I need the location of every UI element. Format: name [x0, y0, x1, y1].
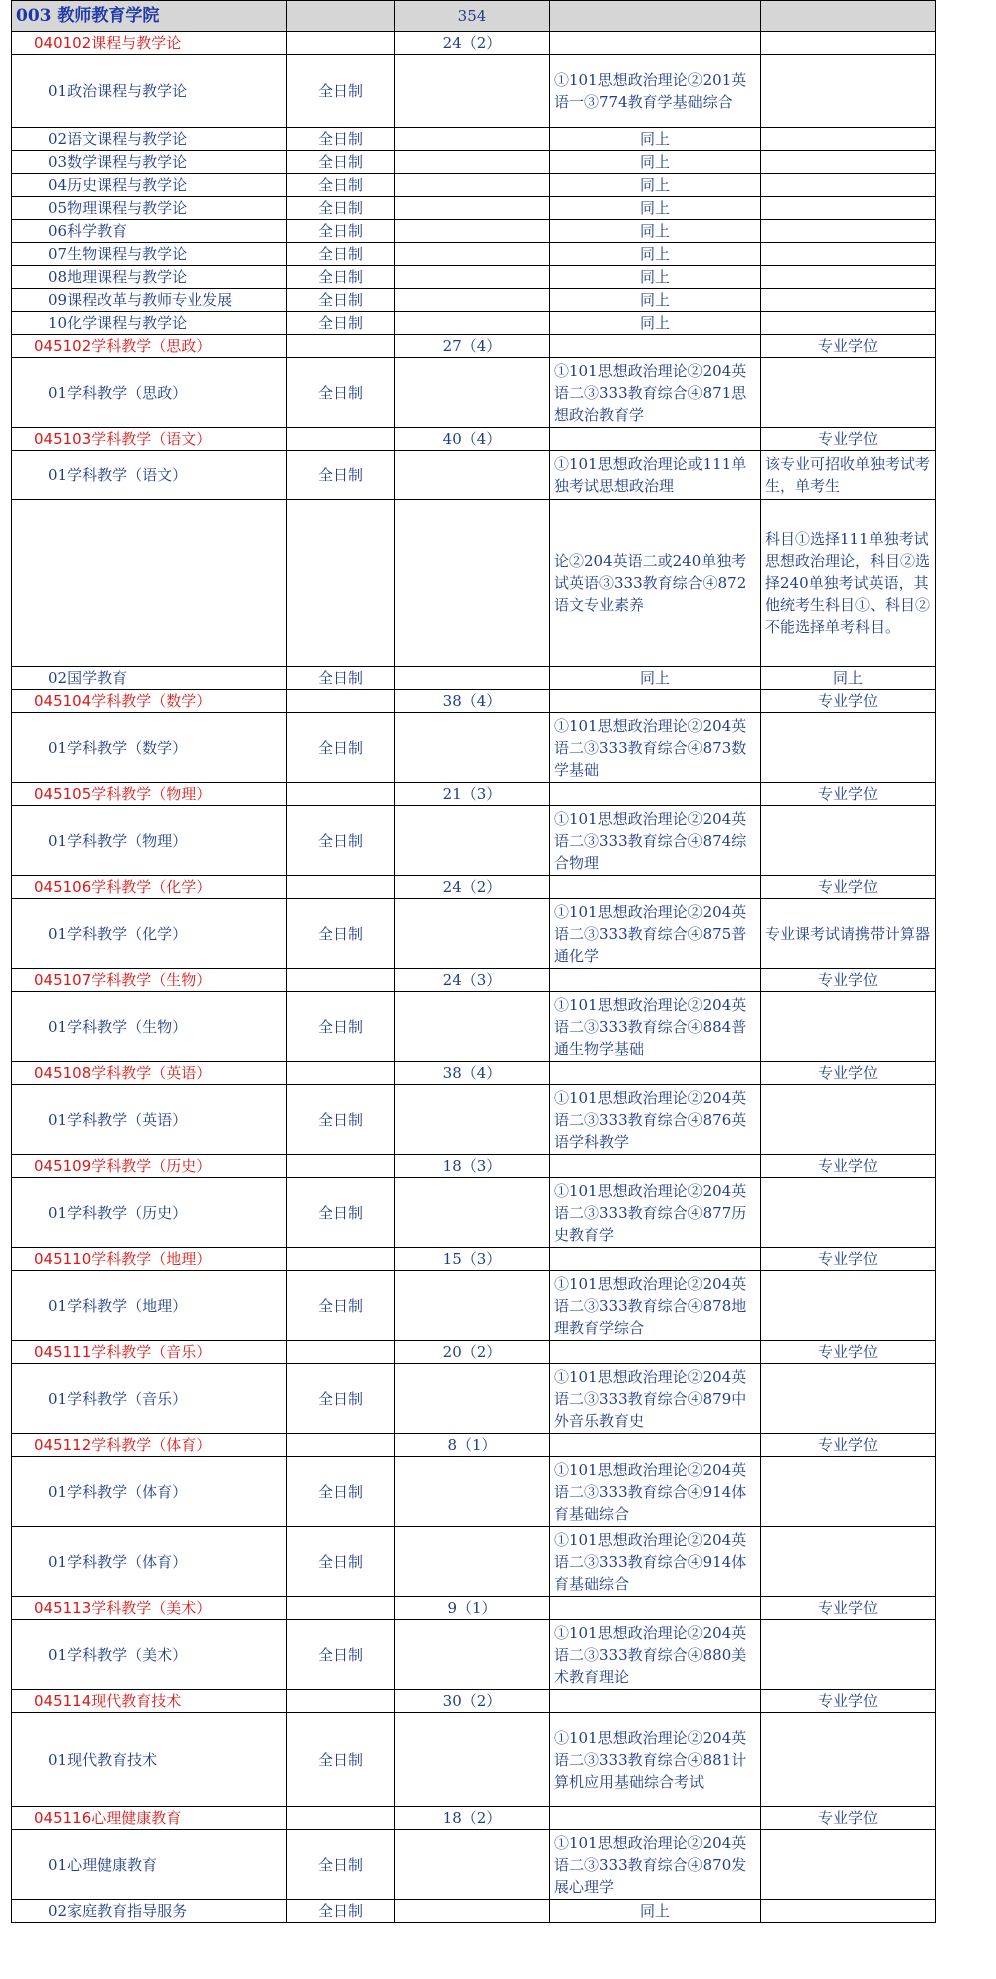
direction-note	[761, 1830, 936, 1900]
direction-name-cell	[12, 667, 287, 690]
major-count: 40（4）	[395, 428, 550, 451]
direction-row	[12, 1364, 936, 1434]
direction-name: 06科学教育	[48, 222, 128, 240]
exam-subjects: ①101思想政治理论②204英语二③333教育综合④876英语学科教学	[550, 1085, 761, 1155]
major-code-name: 045111学科教学（音乐）	[12, 1341, 287, 1364]
study-mode: 全日制	[287, 1085, 395, 1155]
major-row	[12, 690, 936, 713]
direction-name-cell	[12, 1271, 287, 1341]
direction-name: 01学科教学（体育）	[48, 1482, 188, 1501]
direction-count-cell	[395, 713, 550, 783]
major-row	[12, 1690, 936, 1713]
direction-count-cell	[395, 806, 550, 876]
direction-count-cell	[395, 1900, 550, 1923]
study-mode: 全日制	[287, 220, 395, 243]
direction-name: 01学科教学（地理）	[48, 1296, 188, 1315]
direction-note	[761, 358, 936, 428]
exam-subjects: 同上	[550, 289, 761, 312]
direction-name: 01学科教学（生物）	[48, 1017, 188, 1036]
exam-subjects: 同上	[550, 151, 761, 174]
major-row	[12, 1341, 936, 1364]
direction-name: 09课程改革与教师专业发展	[48, 291, 233, 309]
direction-name-cell	[12, 1085, 287, 1155]
major-row	[12, 1434, 936, 1457]
major-code-name: 045113学科教学（美术）	[12, 1597, 287, 1620]
direction-note	[761, 1620, 936, 1690]
major-count: 9（1）	[395, 1597, 550, 1620]
major-code-name: 045104学科教学（数学）	[12, 690, 287, 713]
exam-subjects: ①101思想政治理论②204英语二③333教育综合④878地理教育学综合	[550, 1271, 761, 1341]
study-mode: 全日制	[287, 992, 395, 1062]
major-code-name: 045110学科教学（地理）	[12, 1248, 287, 1271]
direction-name: 01学科教学（历史）	[48, 1203, 188, 1222]
major-row	[12, 969, 936, 992]
major-code-name: 045109学科教学（历史）	[12, 1155, 287, 1178]
direction-name-cell	[12, 243, 287, 266]
direction-name-cell	[12, 1527, 287, 1597]
direction-row	[12, 1085, 936, 1155]
direction-name: 01学科教学（思政）	[48, 383, 188, 402]
study-mode: 全日制	[287, 289, 395, 312]
direction-note	[761, 151, 936, 174]
major-count: 8（1）	[395, 1434, 550, 1457]
direction-row	[12, 713, 936, 783]
college-row	[12, 1, 936, 32]
direction-count-cell	[395, 500, 550, 667]
direction-row	[12, 197, 936, 220]
direction-count-cell	[395, 1457, 550, 1527]
major-mode-cell	[287, 1597, 395, 1620]
major-row	[12, 1807, 936, 1830]
direction-row	[12, 128, 936, 151]
major-exam-cell	[550, 1807, 761, 1830]
study-mode: 全日制	[287, 1457, 395, 1527]
direction-note	[761, 806, 936, 876]
direction-name-cell	[12, 451, 287, 500]
major-row	[12, 1155, 936, 1178]
direction-note	[761, 1713, 936, 1807]
direction-note	[761, 1527, 936, 1597]
direction-count-cell	[395, 1085, 550, 1155]
study-mode: 全日制	[287, 266, 395, 289]
major-code-name: 045107学科教学（生物）	[12, 969, 287, 992]
exam-subjects: ①101思想政治理论②204英语二③333教育综合④880美术教育理论	[550, 1620, 761, 1690]
major-mode-cell	[287, 1341, 395, 1364]
direction-note	[761, 243, 936, 266]
major-count: 27（4）	[395, 335, 550, 358]
direction-count-cell	[395, 1178, 550, 1248]
major-note: 专业学位	[761, 335, 936, 358]
direction-note	[761, 713, 936, 783]
major-note: 专业学位	[761, 876, 936, 899]
major-count: 24（2）	[395, 32, 550, 55]
major-exam-cell	[550, 1690, 761, 1713]
direction-name-cell	[12, 289, 287, 312]
direction-name-cell	[12, 992, 287, 1062]
direction-name: 02国学教育	[48, 669, 128, 687]
major-mode-cell	[287, 690, 395, 713]
study-mode: 全日制	[287, 1830, 395, 1900]
direction-count-cell	[395, 1620, 550, 1690]
direction-count-cell	[395, 128, 550, 151]
major-row	[12, 32, 936, 55]
major-count: 38（4）	[395, 1062, 550, 1085]
study-mode	[287, 500, 395, 667]
major-note: 专业学位	[761, 428, 936, 451]
direction-name-cell	[12, 500, 287, 667]
major-note: 专业学位	[761, 1248, 936, 1271]
college-count: 354	[395, 1, 550, 32]
direction-row	[12, 1620, 936, 1690]
direction-count-cell	[395, 312, 550, 335]
direction-name: 02语文课程与教学论	[48, 130, 188, 148]
direction-note: 同上	[761, 667, 936, 690]
direction-note	[761, 1085, 936, 1155]
major-mode-cell	[287, 783, 395, 806]
direction-row	[12, 266, 936, 289]
direction-name-cell	[12, 266, 287, 289]
major-mode-cell	[287, 876, 395, 899]
major-mode-cell	[287, 1690, 395, 1713]
direction-name: 01学科教学（音乐）	[48, 1389, 188, 1408]
direction-name-cell	[12, 1830, 287, 1900]
direction-name-cell	[12, 1178, 287, 1248]
college-name: 003 教师教育学院	[12, 1, 287, 32]
direction-note	[761, 289, 936, 312]
exam-subjects: 同上	[550, 197, 761, 220]
major-note: 专业学位	[761, 1690, 936, 1713]
direction-name-cell	[12, 174, 287, 197]
exam-subjects: 同上	[550, 1900, 761, 1923]
study-mode: 全日制	[287, 1271, 395, 1341]
direction-name: 01学科教学（美术）	[48, 1645, 188, 1664]
exam-subjects: ①101思想政治理论②204英语二③333教育综合④870发展心理学	[550, 1830, 761, 1900]
direction-row	[12, 500, 936, 667]
study-mode: 全日制	[287, 197, 395, 220]
direction-note	[761, 992, 936, 1062]
major-note: 专业学位	[761, 1434, 936, 1457]
major-row	[12, 1248, 936, 1271]
study-mode: 全日制	[287, 451, 395, 500]
direction-row	[12, 1271, 936, 1341]
major-exam-cell	[550, 1155, 761, 1178]
study-mode: 全日制	[287, 667, 395, 690]
study-mode: 全日制	[287, 312, 395, 335]
exam-subjects: 论②204英语二或240单独考试英语③333教育综合④872语文专业素养	[550, 500, 761, 667]
major-count: 38（4）	[395, 690, 550, 713]
major-note: 专业学位	[761, 783, 936, 806]
college-note-cell	[761, 1, 936, 32]
major-code-name: 045103学科教学（语文）	[12, 428, 287, 451]
admission-table-wrapper	[11, 0, 936, 1923]
direction-note	[761, 1178, 936, 1248]
major-note: 专业学位	[761, 1062, 936, 1085]
direction-name: 01学科教学（语文）	[48, 466, 188, 484]
direction-note: 专业课考试请携带计算器	[761, 899, 936, 969]
direction-row	[12, 1178, 936, 1248]
study-mode: 全日制	[287, 243, 395, 266]
direction-name: 10化学课程与教学论	[48, 314, 188, 332]
major-mode-cell	[287, 1434, 395, 1457]
direction-name-cell	[12, 358, 287, 428]
major-code-name: 045102学科教学（思政）	[12, 335, 287, 358]
major-row	[12, 876, 936, 899]
direction-count-cell	[395, 1527, 550, 1597]
exam-subjects: 同上	[550, 174, 761, 197]
major-row	[12, 335, 936, 358]
direction-name: 01学科教学（体育）	[48, 1552, 188, 1571]
major-note	[761, 32, 936, 55]
exam-subjects: ①101思想政治理论②204英语二③333教育综合④871思想政治教育学	[550, 358, 761, 428]
major-row	[12, 783, 936, 806]
direction-note	[761, 266, 936, 289]
major-note: 专业学位	[761, 1807, 936, 1830]
direction-row	[12, 1457, 936, 1527]
direction-name-cell	[12, 197, 287, 220]
direction-count-cell	[395, 667, 550, 690]
direction-note	[761, 197, 936, 220]
direction-count-cell	[395, 1830, 550, 1900]
major-exam-cell	[550, 1597, 761, 1620]
exam-subjects: ①101思想政治理论②204英语二③333教育综合④879中外音乐教育史	[550, 1364, 761, 1434]
direction-name: 07生物课程与教学论	[48, 245, 188, 263]
exam-subjects: 同上	[550, 667, 761, 690]
major-code-name: 045106学科教学（化学）	[12, 876, 287, 899]
direction-count-cell	[395, 289, 550, 312]
direction-name-cell	[12, 151, 287, 174]
study-mode: 全日制	[287, 1713, 395, 1807]
direction-note	[761, 1457, 936, 1527]
direction-name: 03数学课程与教学论	[48, 153, 188, 171]
major-mode-cell	[287, 1248, 395, 1271]
study-mode: 全日制	[287, 1527, 395, 1597]
major-mode-cell	[287, 969, 395, 992]
direction-row	[12, 358, 936, 428]
direction-name-cell	[12, 1620, 287, 1690]
exam-subjects: ①101思想政治理论②201英语一③774教育学基础综合	[550, 55, 761, 128]
major-row	[12, 1062, 936, 1085]
direction-row	[12, 289, 936, 312]
study-mode: 全日制	[287, 1900, 395, 1923]
major-mode-cell	[287, 1807, 395, 1830]
major-note: 专业学位	[761, 1597, 936, 1620]
direction-note	[761, 1271, 936, 1341]
direction-note	[761, 220, 936, 243]
study-mode: 全日制	[287, 1178, 395, 1248]
study-mode: 全日制	[287, 713, 395, 783]
direction-name: 05物理课程与教学论	[48, 199, 188, 217]
study-mode: 全日制	[287, 1620, 395, 1690]
major-code-name: 040102课程与教学论	[12, 32, 287, 55]
study-mode: 全日制	[287, 1364, 395, 1434]
direction-name: 01政治课程与教学论	[48, 82, 188, 100]
direction-row	[12, 1527, 936, 1597]
direction-count-cell	[395, 220, 550, 243]
study-mode: 全日制	[287, 128, 395, 151]
direction-count-cell	[395, 55, 550, 128]
major-exam-cell	[550, 969, 761, 992]
major-code-name: 045108学科教学（英语）	[12, 1062, 287, 1085]
major-exam-cell	[550, 335, 761, 358]
major-mode-cell	[287, 335, 395, 358]
major-code-name: 045114现代教育技术	[12, 1690, 287, 1713]
direction-name: 01心理健康教育	[48, 1855, 158, 1874]
study-mode: 全日制	[287, 806, 395, 876]
admission-table	[11, 0, 936, 1923]
direction-name: 02家庭教育指导服务	[48, 1902, 188, 1920]
direction-row	[12, 1830, 936, 1900]
major-exam-cell	[550, 1062, 761, 1085]
major-note: 专业学位	[761, 1155, 936, 1178]
direction-count-cell	[395, 151, 550, 174]
exam-subjects: 同上	[550, 266, 761, 289]
exam-subjects: 同上	[550, 128, 761, 151]
direction-name: 08地理课程与教学论	[48, 268, 188, 286]
direction-note: 该专业可招收单独考试考生，单考生	[761, 451, 936, 500]
direction-row	[12, 899, 936, 969]
major-exam-cell	[550, 1341, 761, 1364]
exam-subjects: 同上	[550, 220, 761, 243]
direction-name-cell	[12, 312, 287, 335]
exam-subjects: ①101思想政治理论②204英语二③333教育综合④877历史教育学	[550, 1178, 761, 1248]
direction-row	[12, 806, 936, 876]
direction-row	[12, 312, 936, 335]
direction-row	[12, 243, 936, 266]
major-row	[12, 1597, 936, 1620]
direction-name-cell	[12, 220, 287, 243]
direction-name: 01学科教学（数学）	[48, 738, 188, 757]
direction-note	[761, 312, 936, 335]
direction-name-cell	[12, 1457, 287, 1527]
direction-note	[761, 174, 936, 197]
exam-subjects: ①101思想政治理论②204英语二③333教育综合④884普通生物学基础	[550, 992, 761, 1062]
direction-name: 01学科教学（物理）	[48, 831, 188, 850]
direction-row	[12, 220, 936, 243]
exam-subjects: ①101思想政治理论②204英语二③333教育综合④873数学基础	[550, 713, 761, 783]
direction-name: 01现代教育技术	[48, 1750, 158, 1769]
direction-count-cell	[395, 1364, 550, 1434]
direction-row	[12, 1900, 936, 1923]
direction-count-cell	[395, 174, 550, 197]
direction-row	[12, 992, 936, 1062]
major-count: 30（2）	[395, 1690, 550, 1713]
direction-name-cell	[12, 128, 287, 151]
college-mode-cell	[287, 1, 395, 32]
major-exam-cell	[550, 876, 761, 899]
study-mode: 全日制	[287, 358, 395, 428]
direction-count-cell	[395, 992, 550, 1062]
direction-row	[12, 1713, 936, 1807]
major-note: 专业学位	[761, 690, 936, 713]
direction-count-cell	[395, 899, 550, 969]
direction-name-cell	[12, 55, 287, 128]
major-mode-cell	[287, 1155, 395, 1178]
exam-subjects: ①101思想政治理论②204英语二③333教育综合④914体育基础综合	[550, 1457, 761, 1527]
major-count: 20（2）	[395, 1341, 550, 1364]
exam-subjects: 同上	[550, 243, 761, 266]
major-count: 24（2）	[395, 876, 550, 899]
major-mode-cell	[287, 428, 395, 451]
major-code-name: 045116心理健康教育	[12, 1807, 287, 1830]
direction-note	[761, 1900, 936, 1923]
exam-subjects: ①101思想政治理论②204英语二③333教育综合④881计算机应用基础综合考试	[550, 1713, 761, 1807]
direction-count-cell	[395, 243, 550, 266]
major-mode-cell	[287, 32, 395, 55]
direction-name-cell	[12, 1900, 287, 1923]
direction-count-cell	[395, 266, 550, 289]
major-code-name: 045105学科教学（物理）	[12, 783, 287, 806]
direction-count-cell	[395, 451, 550, 500]
direction-name: 01学科教学（化学）	[48, 924, 188, 943]
direction-row	[12, 55, 936, 128]
major-exam-cell	[550, 1248, 761, 1271]
exam-subjects: ①101思想政治理论或111单独考试思想政治理	[550, 451, 761, 500]
major-count: 15（3）	[395, 1248, 550, 1271]
direction-note	[761, 55, 936, 128]
major-count: 24（3）	[395, 969, 550, 992]
direction-name-cell	[12, 1364, 287, 1434]
college-exam-cell	[550, 1, 761, 32]
major-note: 专业学位	[761, 969, 936, 992]
direction-note: 科目①选择111单独考试思想政治理论，科目②选择240单独考试英语，其他统考生科目①、科目②不能选择单考科目。	[761, 500, 936, 667]
direction-name-cell	[12, 899, 287, 969]
major-code-name: 045112学科教学（体育）	[12, 1434, 287, 1457]
study-mode: 全日制	[287, 55, 395, 128]
direction-row	[12, 667, 936, 690]
major-row	[12, 428, 936, 451]
direction-name-cell	[12, 1713, 287, 1807]
direction-name-cell	[12, 806, 287, 876]
major-note: 专业学位	[761, 1341, 936, 1364]
direction-count-cell	[395, 1271, 550, 1341]
study-mode: 全日制	[287, 174, 395, 197]
exam-subjects: ①101思想政治理论②204英语二③333教育综合④914体育基础综合	[550, 1527, 761, 1597]
exam-subjects: 同上	[550, 312, 761, 335]
direction-count-cell	[395, 1713, 550, 1807]
direction-count-cell	[395, 358, 550, 428]
study-mode: 全日制	[287, 151, 395, 174]
major-exam-cell	[550, 1434, 761, 1457]
direction-row	[12, 451, 936, 500]
direction-count-cell	[395, 197, 550, 220]
major-count: 18（3）	[395, 1155, 550, 1178]
major-mode-cell	[287, 1062, 395, 1085]
direction-row	[12, 174, 936, 197]
direction-name-cell	[12, 713, 287, 783]
major-exam-cell	[550, 690, 761, 713]
direction-note	[761, 128, 936, 151]
major-exam-cell	[550, 428, 761, 451]
major-exam-cell	[550, 32, 761, 55]
direction-row	[12, 151, 936, 174]
exam-subjects: ①101思想政治理论②204英语二③333教育综合④874综合物理	[550, 806, 761, 876]
direction-name: 04历史课程与教学论	[48, 176, 188, 194]
major-count: 21（3）	[395, 783, 550, 806]
exam-subjects: ①101思想政治理论②204英语二③333教育综合④875普通化学	[550, 899, 761, 969]
direction-note	[761, 1364, 936, 1434]
direction-name: 01学科教学（英语）	[48, 1110, 188, 1129]
study-mode: 全日制	[287, 899, 395, 969]
major-count: 18（2）	[395, 1807, 550, 1830]
major-exam-cell	[550, 783, 761, 806]
